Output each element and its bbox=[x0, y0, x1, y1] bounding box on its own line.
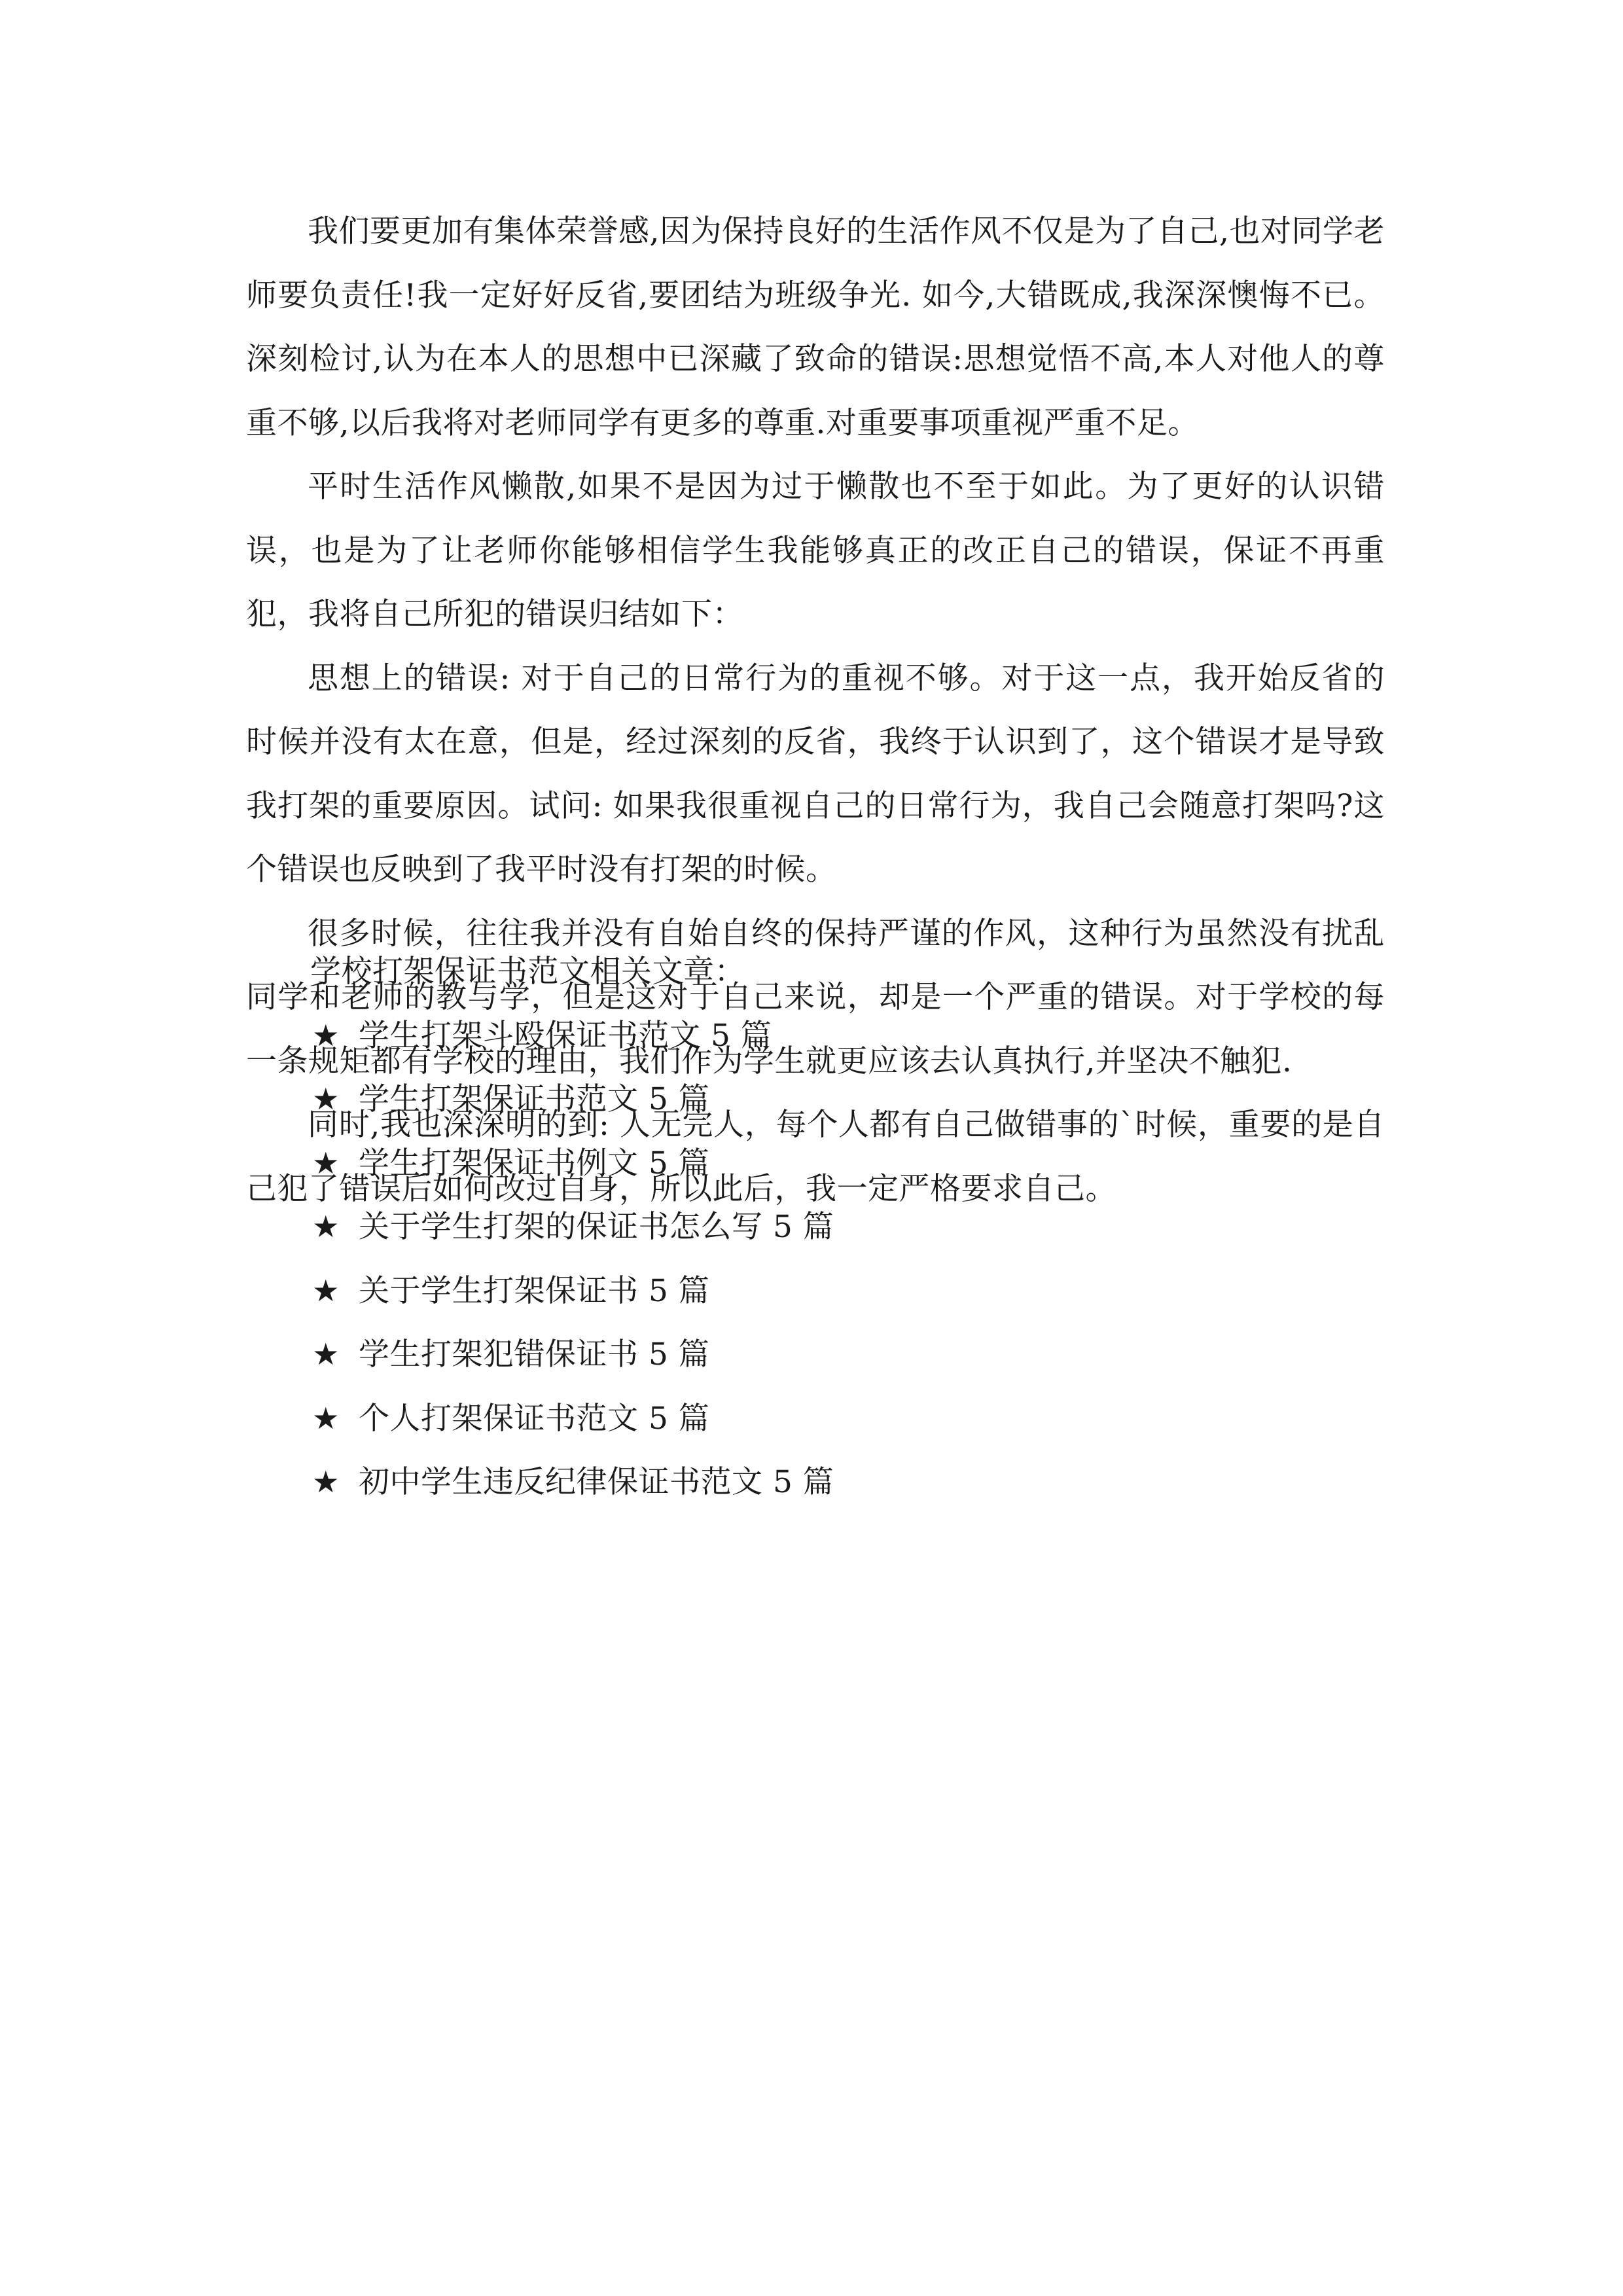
related-articles-list bbox=[310, 1004, 1383, 1515]
related-article-link[interactable] bbox=[310, 1259, 1383, 1323]
related-article-label: 学生打架犯错保证书 5 篇 bbox=[359, 1336, 710, 1372]
star-icon: ★ bbox=[312, 1145, 340, 1181]
related-article-label: 关于学生打架保证书 5 篇 bbox=[359, 1272, 710, 1309]
body-paragraph-2: 平时生活作风懒散,如果不是因为过于懒散也不至于如此。为了更好的认识错误，也是为了让老师你能够相信学生我能够真正的改正自己的错误，保证不再重犯，我将自己所犯的错误归结如下： bbox=[246, 469, 1385, 632]
star-icon: ★ bbox=[312, 1272, 340, 1308]
related-article-link[interactable] bbox=[310, 1323, 1383, 1387]
related-article-link[interactable] bbox=[310, 1450, 1383, 1515]
related-articles-title: 学校打架保证书范文相关文章： bbox=[310, 954, 745, 990]
related-article-label: 学生打架斗殴保证书范文 5 篇 bbox=[359, 1017, 772, 1054]
related-article-label: 个人打架保证书范文 5 篇 bbox=[359, 1400, 710, 1437]
related-article-label: 学生打架保证书范文 5 篇 bbox=[359, 1081, 710, 1117]
star-icon: ★ bbox=[312, 1464, 340, 1499]
body-paragraph-5: 同时,我也深深明的到: 人无完人，每个人都有自己做错事的`时候，重要的是自己犯了错误后如何改过自身，所以此后，我一定严格要求自己。 bbox=[246, 1107, 1385, 1207]
star-icon: ★ bbox=[312, 1209, 340, 1244]
related-article-label: 初中学生违反纪律保证书范文 5 篇 bbox=[359, 1464, 834, 1500]
body-paragraph-3: 思想上的错误: 对于自己的日常行为的重视不够。对于这一点，我开始反省的时候并没有太在意，但是，经过深刻的反省，我终于认识到了，这个错误才是导致我打架的重要原因。试问: 如果我很重视自己的日常行为，我自己会随意打架吗?这个错误也反映到了我平时没有打架的时候。 bbox=[246, 660, 1385, 888]
related-article-label: 学生打架保证书例文 5 篇 bbox=[359, 1145, 710, 1181]
star-icon: ★ bbox=[312, 1336, 340, 1372]
related-article-link[interactable] bbox=[310, 1067, 1383, 1132]
body-paragraph-4: 很多时候，往往我并没有自始自终的保持严谨的作风，这种行为虽然没有扰乱同学和老师的教与学，但是这对于自己来说，却是一个严重的错误。对于学校的每一条规矩都有学校的理由，我们作为学生就更应该去认真执行,并坚决不触犯. bbox=[246, 915, 1385, 1079]
related-article-link[interactable] bbox=[310, 1004, 1383, 1068]
star-icon: ★ bbox=[312, 1081, 340, 1117]
related-article-link[interactable] bbox=[310, 1132, 1383, 1196]
related-article-link[interactable] bbox=[310, 1195, 1383, 1259]
body-paragraph-1: 我们要更加有集体荣誉感,因为保持良好的生活作风不仅是为了自己,也对同学老师要负责任!我一定好好反省,要团结为班级争光. 如今,大错既成,我深深懊悔不已。深刻检讨,认为在本人的思想中已深藏了致命的错误:思想觉悟不高,本人对他人的尊重不够,以后我将对老师同学有更多的尊重.对重要事项重视严重不足。 bbox=[246, 213, 1385, 441]
star-icon: ★ bbox=[312, 1400, 340, 1436]
related-article-label: 关于学生打架的保证书怎么写 5 篇 bbox=[359, 1209, 834, 1245]
related-articles bbox=[310, 940, 1383, 1515]
star-icon: ★ bbox=[312, 1017, 340, 1053]
related-article-link[interactable] bbox=[310, 1387, 1383, 1451]
